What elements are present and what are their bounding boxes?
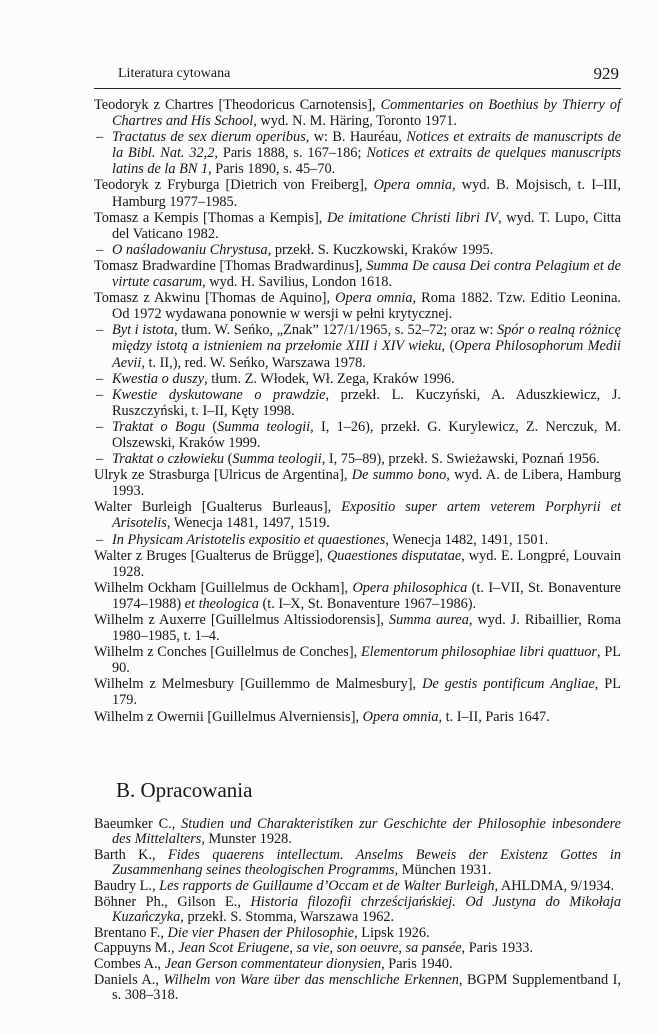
work-title: In Physicam Aristotelis expositio et quaestiones <box>112 531 386 548</box>
entry-text: , PL 179. <box>112 676 621 709</box>
entry-text: , przekł. S. Kuczkowski, Kraków 1995. <box>267 241 494 258</box>
entry-text: , Paris 1890, s. 45–70. <box>208 161 336 178</box>
entry-text: Brentano F., <box>94 924 168 941</box>
bibliography-subentry <box>94 532 621 548</box>
entry-text: , Paris 1888, s. 167–186; <box>214 145 367 162</box>
work-title: Expositio super artem veterem Porphyrii et Arisotelis <box>112 499 621 532</box>
entry-text: , wyd. B. Mojsisch, t. I–III, Hamburg 1977–1985. <box>112 177 621 210</box>
entry-text: , wyd. E. Longpré, Louvain 1928. <box>112 547 621 580</box>
bibliography-entry <box>94 941 621 957</box>
bibliography-entry <box>94 848 621 879</box>
entry-text: , Wenecja 1482, 1491, 1501. <box>385 531 549 548</box>
entry-text: Baeumker C., <box>94 815 182 832</box>
entry-text: , przekł. L. Kuczyński, A. Aduszkiewicz, J. Ruszczyński, t. I–II, Kęty 1998. <box>112 386 621 419</box>
bibliography-entry <box>94 817 621 848</box>
bibliography-entry <box>94 612 621 644</box>
entry-text: , wyd. T. Lupo, Citta del Vaticano 1982. <box>112 209 621 242</box>
entry-text: , wyd. H. Savilius, London 1618. <box>202 274 392 291</box>
bibliography-entry <box>94 709 621 725</box>
entry-text: , Munster 1928. <box>201 831 292 848</box>
bibliography-subentry <box>94 419 621 451</box>
work-title: Opera Philosophorum Medii Aevii <box>112 338 621 371</box>
entry-text: Wilhelm z Auxerre [Guillelmus Altissiodorensis], <box>94 612 389 628</box>
work-title: O naśladowaniu Chrystusa <box>112 241 268 258</box>
work-title: De gestis pontificum Angliae <box>422 676 595 693</box>
entry-text: , w: B. Hauréau, <box>305 129 407 146</box>
bibliography-list-studies <box>94 817 621 1004</box>
work-title: Spór o realną różnicę między istotą a istnieniem na przełomie XIII i XIV wieku <box>112 322 621 355</box>
work-title: Kwestie dyskutowane o prawdzie <box>112 386 326 403</box>
work-title: Notices et extraits de manuscripts de la Bibl. Nat. 32,2 <box>112 129 621 162</box>
bibliography-entry <box>94 580 621 612</box>
bibliography-entry <box>94 644 621 676</box>
entry-text: , tłum. W. Seńko, „Znak” 127/1/1965, s. 52–72; oraz w: <box>174 322 498 339</box>
work-title: et theologica <box>184 595 259 612</box>
entry-text: (t. I–X, St. Bonaventure 1967–1986). <box>258 595 477 612</box>
work-title: Opera omnia <box>362 708 439 725</box>
entry-text: , wyd. A. de Libera, Hamburg 1993. <box>112 467 621 500</box>
entry-text: , przekł. S. Stomma, Warszawa 1962. <box>180 909 395 926</box>
work-title: Notices et extraits de quelques manuscripts latins de la BN 1 <box>112 145 622 178</box>
entry-text: Daniels A., <box>94 971 164 988</box>
work-title: Tractatus de sex dierum operibus <box>112 129 306 146</box>
entry-text: , AHLDMA, 9/1934. <box>494 878 615 895</box>
work-title: Historia filozofii chrześcijańskiej. Od Justyna do Mikołaja Kuzańczyka <box>112 893 621 926</box>
work-title: Fides quaerens intellectum. Anselms Beweis der Existenz Gottes in Zusammenhang seines theologischen Programms <box>112 846 622 879</box>
work-title: Commentaries on Boethius by Thierry of Chartres and His School <box>112 97 621 130</box>
work-title: Les rapports de Guillaume d’Occam et de Walter Burleigh <box>159 878 495 895</box>
work-title: Opera omnia <box>373 177 453 194</box>
entry-text: , tłum. Z. Włodek, Wł. Zega, Kraków 1996. <box>204 370 455 387</box>
work-title: Die vier Phasen der Philosophie <box>167 924 355 941</box>
entry-text: , Wenecja 1481, 1497, 1519. <box>166 515 330 532</box>
entry-text: Wilhelm z Owernii [Guillelmus Alverniensis], <box>94 708 363 725</box>
bibliography-subentry <box>94 322 621 370</box>
bibliography-entry <box>94 499 621 531</box>
entry-text: , t. I–II, Paris 1647. <box>438 708 550 725</box>
entry-text: ( <box>205 418 218 435</box>
work-title: Summa De causa Dei contra Pelagium et de virtute casarum <box>112 257 621 291</box>
work-title: Summa aurea <box>388 612 469 628</box>
entry-text: ( <box>224 451 233 468</box>
work-title: Traktat o człowieku <box>112 451 224 468</box>
bibliography-entry <box>94 467 621 499</box>
entry-text: , Paris 1940. <box>381 956 453 972</box>
work-title: Elementorum philosophiae libri quattuor <box>360 644 597 661</box>
bibliography-entry <box>94 210 621 242</box>
entry-text: , Lipsk 1926. <box>354 924 430 941</box>
work-title: Wilhelm von Ware über das menschliche Erkennen <box>163 971 459 988</box>
work-title: Byt i istota <box>112 322 175 339</box>
entry-text: Tomasz z Akwinu [Thomas de Aquino], <box>94 290 336 307</box>
entry-text: Wilhelm Ockham [Guillelmus de Ockham], <box>94 579 353 596</box>
entry-text: , Paris 1933. <box>461 940 534 957</box>
entry-text: , München 1931. <box>394 862 492 879</box>
bibliography-list-sources <box>94 97 621 725</box>
bibliography-entry <box>94 895 621 926</box>
entry-text: Ulryk ze Strasburga [Ulricus de Argentina], <box>94 467 352 484</box>
book-page <box>94 0 621 1034</box>
work-title: Studien und Charakteristiken zur Geschichte der Philosophie inbesondere des Mittelalters <box>112 815 621 848</box>
entry-text: , wyd. J. Ribaillier, Roma 1980–1985, t. 1–4. <box>112 612 621 645</box>
entry-text: Teodoryk z Chartres [Theodoricus Carnotensis], <box>94 97 381 113</box>
entry-text: Wilhelm z Melmesbury [Guillemmo de Malmesbury], <box>94 676 423 693</box>
work-title: Opera philosophica <box>352 579 468 596</box>
work-title: Quaestiones disputatae <box>326 547 462 564</box>
entry-text: Walter z Bruges [Gualterus de Brügge], <box>94 547 327 564</box>
entry-text: Wilhelm z Conches [Guillelmus de Conches], <box>94 644 361 661</box>
work-title: Summa teologii <box>217 418 311 435</box>
work-title: De imitatione Christi libri IV <box>326 209 499 226</box>
entry-text: Baudry L., <box>94 878 160 895</box>
entry-text: , I, 1–26), przekł. G. Kurylewicz, Z. Nerczuk, M. Olszewski, Kraków 1999. <box>112 418 621 451</box>
work-title: Summa teologii <box>232 451 322 468</box>
work-title: Jean Gerson commentateur dionysien <box>164 956 382 972</box>
entry-text: , ( <box>441 338 455 355</box>
entry-text: , I, 75–89), przekł. S. Swieżawski, Poznań 1956. <box>321 451 600 468</box>
entry-text: (t. I–VII, St. Bonaventure 1974–1988) <box>112 579 621 612</box>
entry-text: Walter Burleigh [Gualterus Burleaus], <box>94 499 342 516</box>
work-title: De summo bono <box>351 467 447 484</box>
entry-text: Böhner Ph., Gilson E., <box>94 893 251 910</box>
entry-text: , BGPM Supplementband I, s. 308–318. <box>112 971 621 1004</box>
entry-text: Tomasz a Kempis [Thomas a Kempis], <box>94 209 327 226</box>
bibliography-subentry <box>94 451 621 467</box>
bibliography-subentry <box>94 129 621 177</box>
work-title: Jean Scot Eriugene, sa vie, son oeuvre, sa pansée <box>178 940 462 957</box>
entry-text: , wyd. N. M. Häring, Toronto 1971. <box>253 113 457 130</box>
work-title: Opera omnia <box>335 290 413 307</box>
entry-text: Barth K., <box>94 846 169 863</box>
entry-text: , t. II,), red. W. Seńko, Warszawa 1978. <box>141 354 366 371</box>
bibliography-entry <box>94 926 621 942</box>
section-heading: B. Opracowania <box>116 777 253 802</box>
page-number: 929 <box>593 64 619 83</box>
running-header <box>94 64 621 89</box>
bibliography-entry <box>94 290 621 322</box>
bibliography-entry <box>94 97 621 129</box>
entry-text: , PL 90. <box>112 644 621 677</box>
bibliography-entry <box>94 177 621 209</box>
bibliography-subentry <box>94 242 621 258</box>
entry-text: , Roma 1882. Tzw. Editio Leonina. Od 1972 wydawana ponownie w wersji w pełni krytycznej. <box>112 290 621 323</box>
entry-text: Teodoryk z Fryburga [Dietrich von Freiberg], <box>94 177 374 194</box>
running-title: Literatura cytowana <box>118 66 231 81</box>
bibliography-entry <box>94 676 621 708</box>
entry-text: Combes A., <box>94 956 165 972</box>
work-title: Kwestia o duszy <box>112 370 205 387</box>
bibliography-entry <box>94 548 621 580</box>
bibliography-entry <box>94 879 621 895</box>
entry-text: Tomasz Bradwardine [Thomas Bradwardinus], <box>94 257 367 274</box>
bibliography-subentry <box>94 371 621 387</box>
work-title: Traktat o Bogu <box>112 418 206 435</box>
bibliography-entry <box>94 973 621 1004</box>
bibliography-entry <box>94 957 621 973</box>
bibliography-entry <box>94 258 621 290</box>
bibliography-subentry <box>94 387 621 419</box>
entry-text: Cappuyns M., <box>94 940 179 957</box>
